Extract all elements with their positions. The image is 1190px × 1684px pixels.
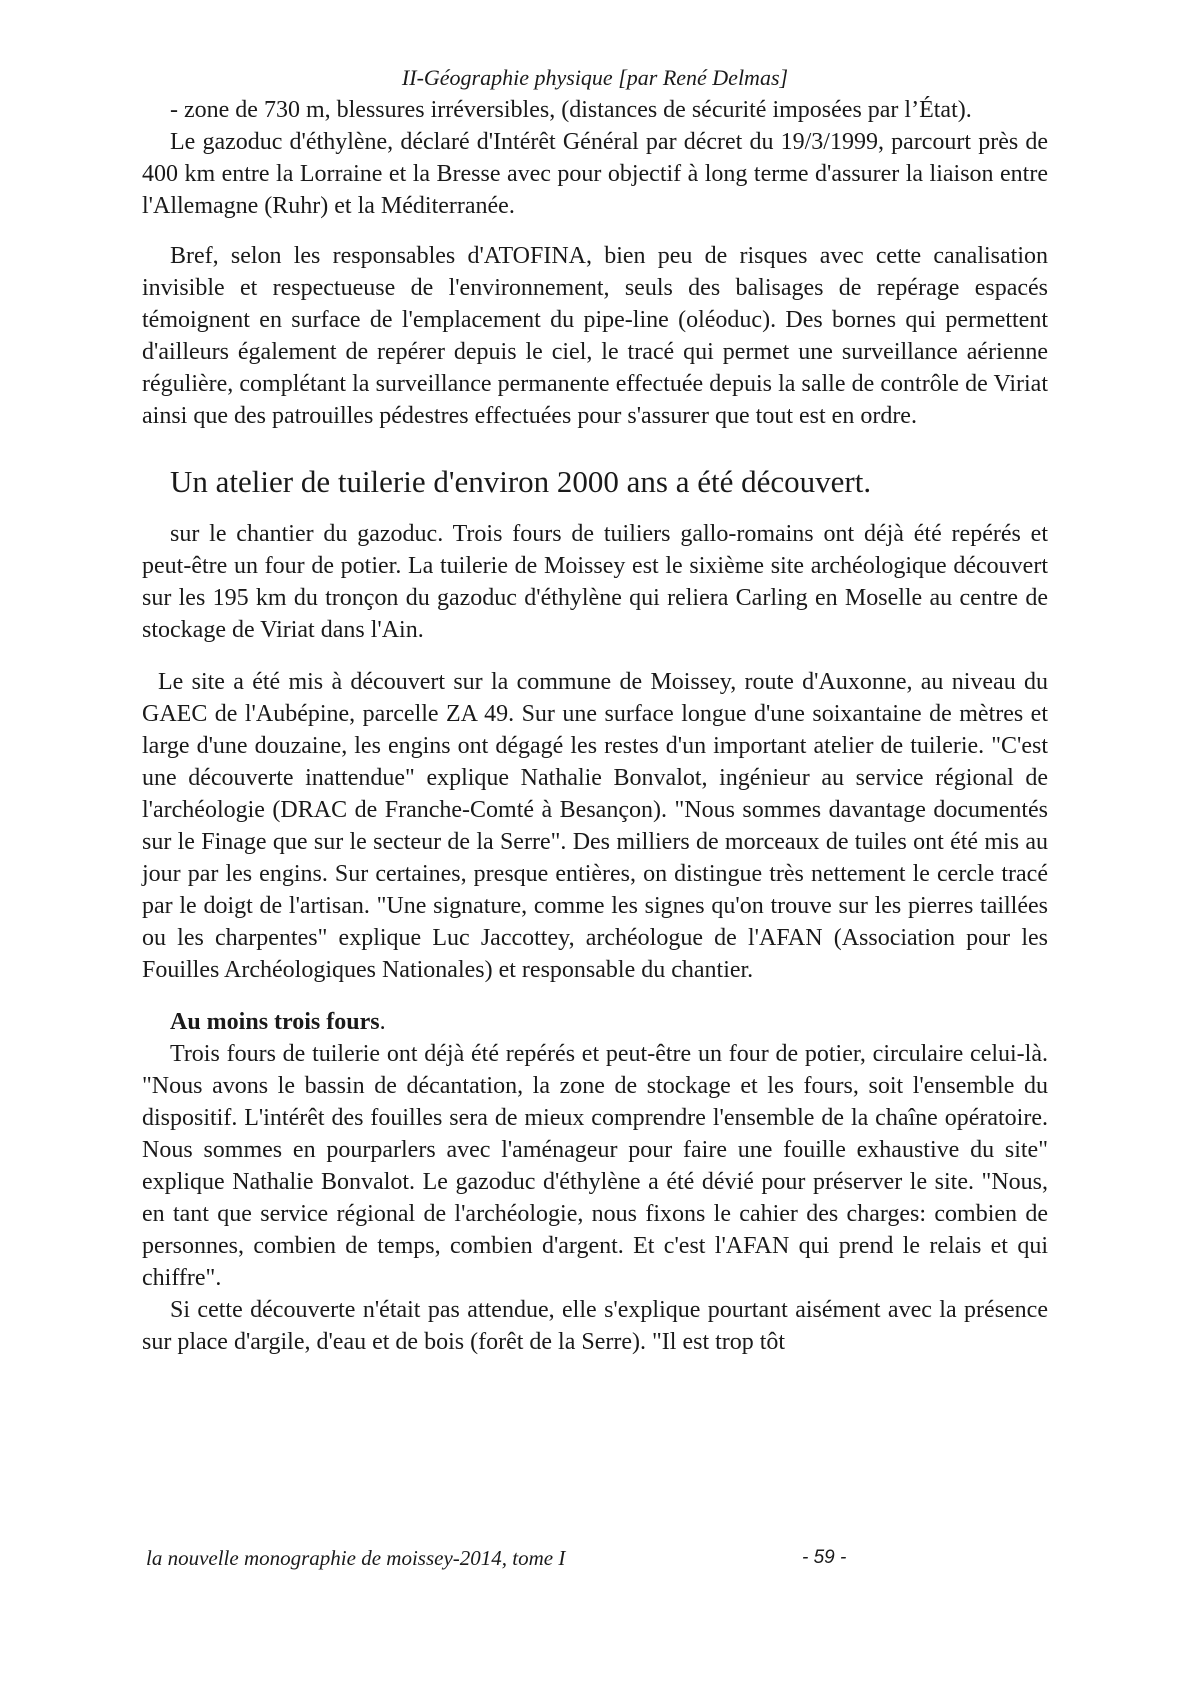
running-header: II-Géographie physique [par René Delmas] bbox=[401, 65, 789, 90]
paragraph-atofina: Bref, selon les responsables d'ATOFINA, bien peu de risques avec cette canalisation invisible et respectueuse de l'environnement, seuls des balisages de repérage espacés témoignent en surface de l'emplacement du pipe-line (oléoduc). Des bornes qui permettent d'ailleurs également de repérer depuis le ciel, le tracé qui permet une surveillance aérienne régulière, complétant la surveillance permanente effectuée depuis la salle de contrôle de Viriat ainsi que des patrouilles pédestres effectuées pour s'assurer que tout est en ordre. bbox=[142, 243, 1048, 429]
subheading-au-moins-trois-fours: Au moins trois fours bbox=[170, 1009, 380, 1035]
footer-page-number: - 59 - bbox=[802, 1547, 847, 1568]
paragraph-trois-fours: Trois fours de tuilerie ont déjà été repérés et peut-être un four de potier, circulaire celui-là. "Nous avons le bassin de décantation, la zone de stockage et les fours, soit l'ensemble du dispositif. L'intérêt des fouilles sera de mieux comprendre l'ensemble de la chaîne opératoire. Nous sommes en pourparlers avec l'aménageur pour faire une fouille exhaustive du site" explique Nathalie Bonvalot. Le gazoduc d'éthylène a été dévié pour préserver le site. "Nous, en tant que service régional de l'archéologie, nous fixons le cahier des charges: combien de personnes, combien de temps, combien d'argent. Et c'est l'AFAN qui prend le relais et qui chiffre". bbox=[142, 1041, 1048, 1291]
footer-publication: la nouvelle monographie de moissey-2014, tome I bbox=[146, 1546, 566, 1570]
paragraph-gazoduc: Le gazoduc d'éthylène, déclaré d'Intérêt Général par décret du 19/3/1999, parcourt près de 400 km entre la Lorraine et la Bresse avec pour objectif à long terme d'assurer la liaison entre l'Allemagne (Ruhr) et la Méditerranée. bbox=[142, 129, 1048, 219]
paragraph-site-decouvert: Le site a été mis à découvert sur la commune de Moissey, route d'Auxonne, au niveau du GAEC de l'Aubépine, parcelle ZA 49. Sur une surface longue d'une soixantaine de mètres et large d'une douzaine, les engins ont dégagé les restes d'un important atelier de tuilerie. "C'est une découverte inattendue" explique Nathalie Bonvalot, ingénieur au service régional de l'archéologie (DRAC de Franche-Comté à Besançon). "Nous sommes davantage documentés sur le Finage que sur le secteur de la Serre". Des milliers de morceaux de tuiles ont été mis au jour par les engins. Sur certaines, presque entières, on distingue très nettement le cercle tracé par le doigt de l'artisan. "Une signature, comme les signes qu'on trouve sur les pierres taillées ou les charpentes" explique Luc Jaccottey, archéologue de l'AFAN (Association pour les Fouilles Archéologiques Nationales) et responsable du chantier. bbox=[142, 669, 1048, 983]
subheading-punctuation: . bbox=[379, 1009, 386, 1035]
paragraph-chantier: sur le chantier du gazoduc. Trois fours de tuiliers gallo-romains ont déjà été repérés et peut-être un four de potier. La tuilerie de Moissey est le sixième site archéologique découvert sur les 195 km du tronçon du gazoduc d'éthylène qui reliera Carling en Moselle au centre de stockage de Viriat dans l'Ain. bbox=[142, 521, 1048, 643]
paragraph-zone-730: - zone de 730 m, blessures irréversibles, (distances de sécurité imposées par l’État). bbox=[170, 97, 972, 123]
subheading-line bbox=[142, 1006, 1048, 1038]
document-page bbox=[142, 64, 1048, 1358]
section-title: Un atelier de tuilerie d'environ 2000 ans a été découvert. bbox=[170, 464, 872, 499]
paragraph-decouverte: Si cette découverte n'était pas attendue, elle s'explique pourtant aisément avec la présence sur place d'argile, d'eau et de bois (forêt de la Serre). "Il est trop tôt bbox=[142, 1297, 1048, 1355]
